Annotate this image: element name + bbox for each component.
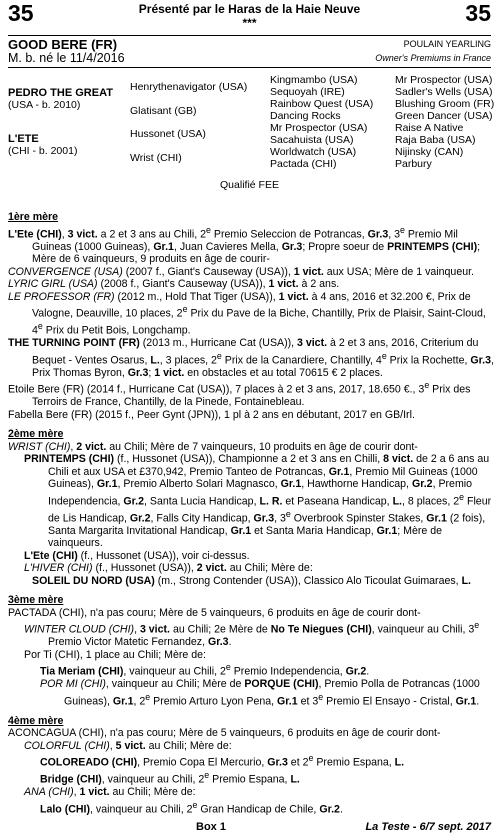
gen4-1: Mr Prospector (USA) (395, 74, 493, 86)
produce-ana: ANA (CHI), 1 vict. au Chili; Mère de: (24, 786, 196, 799)
produce-le-professor: LE PROFESSOR (FR) (2012 m., Hold That Tiger (USA)), 1 vict. à 4 ans, 2016 et 32.200 €, Prix de Valogne, Deauville, 10 places, 2e Prix du Pave de la Biche, Chantilly, Prix de Plaisir, Saint-Cloud, 4e Prix du Petit Bois, Longchamp. (8, 290, 486, 337)
header-stars: *** (242, 16, 257, 30)
produce-lyric-girl: LYRIC GIRL (USA) (2008 f., Giant's Causeway (USA)), 1 vict. à 2 ans. (8, 278, 340, 291)
fourth-dam-record: ACONCAGUA (CHI), n'a pas couru; Mère de 5 vainqueurs, 6 produits en âge de courir dont- (8, 727, 441, 740)
produce-colorful: COLORFUL (CHI), 5 vict. au Chili; Mère de: (24, 739, 232, 752)
gen2-1: Henrythenavigator (USA) (130, 81, 248, 93)
footer-box: Box 1 (196, 821, 226, 833)
gen2-3: Hussonet (USA) (130, 128, 206, 140)
gen3-5: Mr Prospector (USA) (270, 122, 368, 134)
gen3-4: Dancing Rocks (270, 110, 341, 122)
gen3-1: Kingmambo (USA) (270, 74, 358, 86)
qualifie-fee: Qualifié FEE (220, 179, 279, 191)
dam-block (8, 133, 77, 158)
section-3eme-mere: 3ème mère (8, 594, 64, 607)
gen4-6: Raja Baba (USA) (395, 134, 476, 146)
horse-birth: M. b. né le 11/4/2016 (8, 51, 125, 65)
produce-soleil-du-nord: SOLEIL DU NORD (USA) (m., Strong Contender (USA)), Classico Alo Ticoulat Guimaraes, L. (32, 574, 471, 587)
gen4-4: Green Dancer (USA) (395, 110, 493, 122)
produce-the-turning-point: THE TURNING POINT (FR) (2013 m., Hurricane Cat (USA)), 3 vict. à 2 et 3 ans, 2016, Criterium du Bequet - Ventes Osarus, L., 3 places, 2e Prix de la Canardiere, Chantilly, 4e Prix la Rochette, Gr.3, Prix Thomas Byron, Gr.3; 1 vict. en obstacles et au total 70615 € 2 places. (8, 337, 494, 379)
section-2eme-mere: 2ème mère (8, 428, 64, 441)
produce-etoile-bere: Etoile Bere (FR) (2014 f., Hurricane Cat (USA)), 7 places à 2 et 3 ans, 2017, 18.650 €., 3e Prix des Terroirs de France, Chantilly, de la Pinede, Fontainebleau. (8, 380, 471, 409)
gen3-6: Sacahuista (USA) (270, 134, 354, 146)
produce-fabella-bere: Fabella Bere (FR) (2015 f., Peer Gynt (JPN)), 1 pl à 2 ans en débutant, 2017 en GB/Irl. (8, 408, 415, 421)
second-dam-record: WRIST (CHI), 2 vict. au Chili; Mère de 7 vainqueurs, 10 produits en âge de courir dont- (8, 440, 418, 453)
gen4-2: Sadler's Wells (USA) (395, 86, 493, 98)
produce-lalo: Lalo (CHI), vainqueur au Chili, 2e Gran Handicap de Chile, Gr.2. (40, 799, 343, 816)
gen3-8: Pactada (CHI) (270, 158, 337, 170)
third-dam-record: PACTADA (CHI), n'a pas couru; Mère de 5 vainqueurs, 6 produits en âge de courir dont- (8, 606, 421, 619)
produce-bridge: Bridge (CHI), vainqueur au Chili, 2e Premio Espana, L. (40, 770, 300, 786)
produce-winter-cloud: WINTER CLOUD (CHI), 3 vict. au Chili; 2e Mère de No Te Niegues (CHI), vainqueur au Chili, 3e Premio Victor Matetic Fernandez, Gr.3. (24, 620, 480, 649)
sire-block (8, 87, 113, 112)
lot-number-left: 35 (8, 0, 34, 26)
pedigree (0, 0, 499, 200)
section-1ere-mere: 1ère mère (8, 211, 59, 223)
gen3-2: Sequoyah (IRE) (270, 86, 345, 98)
dam-record: L'Ete (CHI), 3 vict. a 2 et 3 ans au Chili, 2e Premio Seleccion de Potrancas, Gr.3, 3e Premio Mil Guineas (1000 Guineas), Gr.1, Juan Cavieres Mella, Gr.3; Propre soeur de PRINTEMPS (CHI); Mère de 6 vainqueurs, 9 produits en âge de courir- (8, 224, 481, 266)
produce-printemps: PRINTEMPS (CHI) (f., Hussonet (USA)), Championne a 2 et 3 ans en Chilli, 8 vict. de 2 a 6 ans au Chili et aux USA et £370,942, Premio Tanteo de Potrancas, Gr.1, Premio Mil Guineas (1000 Guineas), Gr.1, Premio Alberto Solari Magnasco, Gr.1, Hawthorne Handicap, Gr.2, Premio Independencia, Gr.2, Santa Lucia Handicap, L. R. et Paseana Handicap, L., 8 places, 2e Fleur de Lis Handicap, Gr.2, Falls City Handicap, Gr.3, 3e Overbrook Spinster Stakes, Gr.1 (2 fois), Santa Margarita Invitational Handicap, Gr.1 et Santa Maria Handicap, Gr.1; Mère de vainqueurs. (24, 453, 492, 550)
gen3-7: Worldwatch (USA) (270, 146, 357, 158)
consignor-title: Présenté par le Haras de la Haie Neuve (138, 2, 361, 16)
produce-record (8, 204, 494, 816)
produce-convergence: CONVERGENCE (USA) (2007 f., Giant's Causeway (USA)), 1 vict. aux USA; Mère de 1 vainqueur. (8, 265, 474, 278)
lot-number-right: 35 (465, 0, 491, 26)
produce-por-ti: Por Ti (CHI), 1 place au Chili; Mère de: (24, 648, 206, 661)
footer-sale: La Teste - 6/7 sept. 2017 (365, 821, 491, 833)
owner-premiums: Owner's Premiums in France (375, 53, 491, 63)
dam-name: L'ETE (8, 133, 39, 145)
section-4eme-mere: 4ème mère (8, 714, 64, 727)
produce-tia-meriam: Tia Meriam (CHI), vainqueur au Chili, 2e Premio Independencia, Gr.2. (40, 662, 370, 678)
gen2-2: Glatisant (GB) (130, 105, 197, 117)
horse-name: GOOD BERE (FR) (8, 37, 118, 52)
gen2-4: Wrist (CHI) (130, 152, 182, 164)
gen4-5: Raise A Native (395, 122, 464, 134)
dam-info: (CHI - b. 2001) (8, 145, 78, 158)
sire-info: (USA - b. 2010) (8, 99, 81, 112)
produce-lete: L'Ete (CHI) (f., Hussonet (USA)), voir ci-dessus. (24, 549, 250, 562)
produce-por-mi: POR MI (CHI), vainqueur au Chili; Mère de PORQUE (CHI), Premio Polla de Potrancas (1000 Guineas), Gr.1, 2e Premio Arturo Lyon Pena, Gr.1 et 3e Premio El Ensayo - Cristal, Gr.1. (40, 678, 480, 708)
gen4-8: Parbury (395, 158, 432, 170)
gen4-7: Nijinsky (CAN) (395, 146, 464, 158)
gen3-3: Rainbow Quest (USA) (270, 98, 374, 110)
gen4-3: Blushing Groom (FR) (395, 98, 495, 110)
produce-coloreado: COLOREADO (CHI), Premio Copa El Mercurio, Gr.3 et 2e Premio Espana, L. (40, 753, 405, 769)
horse-category: POULAIN YEARLING (403, 39, 491, 49)
produce-lhiver: L'HIVER (CHI) (f., Hussonet (USA)), 2 vict. au Chili; Mère de: (24, 562, 313, 575)
sire-name: PEDRO THE GREAT (8, 87, 113, 99)
